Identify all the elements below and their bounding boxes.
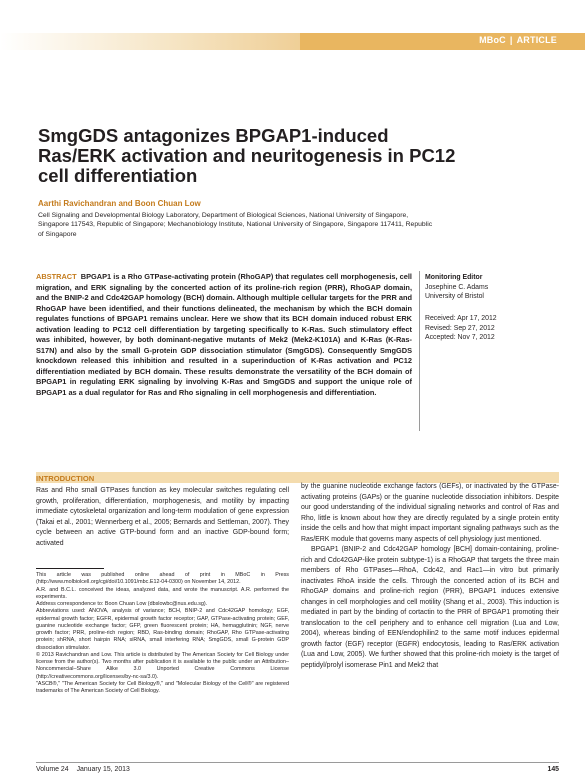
- intro-column-left: Ras and Rho small GTPases function as key molecular switches regulating cell growth, proliferation, differentiation, morphogenesis, and motility by impacting immediate cytoskeletal organization and long-term modulation of gene expression (Takai et al., 2001; Wennerberg et al., 2005; Bernards and Settleman, 2007). They cycle between an active GTP-bound form and an inactive GDP-bound form; activated: [36, 487, 289, 547]
- author-affiliation: Cell Signaling and Developmental Biology Laboratory, Department of Biological Sciences, National University of Singapore, Singapore 117543, Republic of Singapore; Mechanobiology Institute, National University of Singapore, Singapore 117411, Republic of Singapore: [38, 212, 433, 238]
- abstract-text: BPGAP1 is a Rho GTPase-activating protein (RhoGAP) that regulates cell morphogenesis, cell migration, and ERK signaling by the concerted action of its proline-rich region (PRR), RhoGAP domain, and the BNIP-2 and Cdc42GAP homology (BCH) domain. Although multiple cellular targets for the PRR and RhoGAP have been identified, and their functions delineated, the mechanism by which the BCH domain regulates functions of BPGAP1 remains unclear. Here we show that its BCH domain induced robust ERK activation leading to PC12 cell differentiation by targeting specifically to K-Ras. Such stimulatory effect was inhibited, however, by both dominant-negative mutants of Mek2 (Mek2-K101A) and K-Ras (K-Ras-S17N) and also by the small G-protein GDP dissociation stimulator (SmgGDS). Consequently SmgGDS knockdown released this inhibition and resulted in a superinduction of K-Ras activation and PC12 differentiation mediated by BCH domain. These results demonstrate the versatility of the BCH domain of BPGAP1 in regulating ERK signaling by involving K-Ras and SmgGDS and support the unique role of BPGAP1 as a dual regulator for Ras and Rho signaling in cell morphogenesis and differentiation.: [36, 272, 412, 398]
- author-list: Aarthi Ravichandran and Boon Chuan Low: [38, 199, 201, 208]
- monitoring-editor-name: Josephine C. Adams: [425, 283, 489, 291]
- footnote-copyright: © 2013 Ravichandran and Low. This article is distributed by The American Society for Cell Biology under license from the author(s). Two months after publication it is available to the public under an Attribution–Noncommercial–Share Alike 3.0 Unported Creative Commons License (http://creativecommons.org/licenses/by-nc-sa/3.0).: [36, 651, 289, 680]
- footer-volume: Volume 24: [36, 766, 69, 773]
- intro-paragraph-continued: by the guanine nucleotide exchange factors (GEFs), or inactivated by the GTPase-activating proteins (GAPs) or the guanine nucleotide dissociation inhibitors. Despite our good understanding of the individual signaling networks and control of Ras and Rho, little is known about how they are directly regulated by a single protein entity inside the cells and how that might impact important signaling pathways such as the Ras/ERK module that governs many aspects of cell physiology just mentioned.: [301, 483, 559, 543]
- intro-column-right: [301, 482, 559, 671]
- footer-divider: [36, 762, 559, 763]
- footnote-correspondence: Address correspondence to: Boon Chuan Low (dbslowbc@nus.edu.sg).: [36, 601, 208, 607]
- footnote-trademarks: "ASCB®," "The American Society for Cell Biology®," and "Molecular Biology of the Cell®" are registered trademarks of The American Society of Cell Biology.: [36, 680, 289, 694]
- article-title: SmgGDS antagonizes BPGAP1-induced Ras/ERK activation and neuritogenesis in PC12 cell differentiation: [38, 125, 456, 186]
- journal-section-tag: [479, 35, 557, 45]
- footer-citation: [36, 766, 130, 773]
- monitoring-editor-institution: University of Bristol: [425, 293, 484, 301]
- accepted-date: Accepted: Nov 7, 2012: [425, 334, 495, 342]
- page-number: 145: [547, 766, 559, 773]
- intro-paragraph-bpgap1: BPGAP1 (BNIP-2 and Cdc42GAP homology [BCH] domain-containing, proline-rich and Cdc42GAP-like protein subtype-1) is a RhoGAP that targets the three main members of Rho GTPases—RhoA, Cdc42, and Rac1—in vitro but primarily inactivates RhoA inside the cells. Through the concerted action of its BCH and RhoGAP domains and proline-rich region (PRR), BPGAP1 induces extensive changes in cell morphologies and cell motility (Shang et al., 2003). This induction is mediated in part by the binding of cortactin to the PRR of BPGAP1 promoting their translocation to the cell periphery and to enhance cell migration (Lua and Low, 2004), whereas binding of EEN/endophilin2 to the same motif induces epidermal growth factor (EGF) receptor (EGFR) endocytosis, leading to Ras/ERK activation (Lua and Low, 2005). We further showed that this proline-rich moiety is the target of peptidyl/prolyl isomerase Pin1 and Mek2 that: [301, 546, 559, 669]
- abstract-label: ABSTRACT: [36, 272, 77, 281]
- tag-separator: |: [509, 35, 513, 45]
- monitoring-editor-heading: Monitoring Editor: [425, 274, 483, 281]
- received-date: Received: Apr 17, 2012: [425, 315, 497, 322]
- revised-date: Revised: Sep 27, 2012: [425, 324, 495, 332]
- introduction-heading: INTRODUCTION: [36, 474, 95, 483]
- footnotes: [36, 572, 289, 695]
- footer-date: January 15, 2013: [76, 766, 130, 773]
- footnote-divider: [36, 568, 104, 569]
- article-dates: [425, 314, 565, 343]
- footnote-contributions: A.R. and B.C.L. conceived the ideas, analyzed data, and wrote the manuscript. A.R. performed the experiments.: [36, 586, 289, 600]
- monitoring-editor-block: [425, 273, 565, 302]
- sidebar-divider: [419, 271, 420, 431]
- journal-name: MBoC: [479, 35, 506, 45]
- footnote-publication: This article was published online ahead of print in MBoC in Press (http://www.molbiolcell.org/cgi/doi/10.1091/mbc.E12-04-0300) on November 14, 2012.: [36, 572, 289, 586]
- footnote-abbreviations: Abbreviations used: ANOVA, analysis of variance; BCH, BNIP-2 and Cdc42GAP homology; EGF, epidermal growth factor; EGFR, epidermal growth factor receptor; GAP, GTPase-activating protein; GEF, guanine nucleotide exchange factor; GFP, green fluorescent protein; HA, hemagglutinin; NGF, nerve growth factor; PRR, proline-rich region; RBD, Ras-binding domain; RhoGAP, Rho GTPase-activating protein; shRNA, short hairpin RNA; siRNA, small interfering RNA; SmgGDS, small G-protein GDP dissociation stimulator.: [36, 608, 289, 651]
- header-band: [0, 33, 300, 50]
- abstract: [36, 272, 412, 399]
- section-name: ARTICLE: [516, 35, 557, 45]
